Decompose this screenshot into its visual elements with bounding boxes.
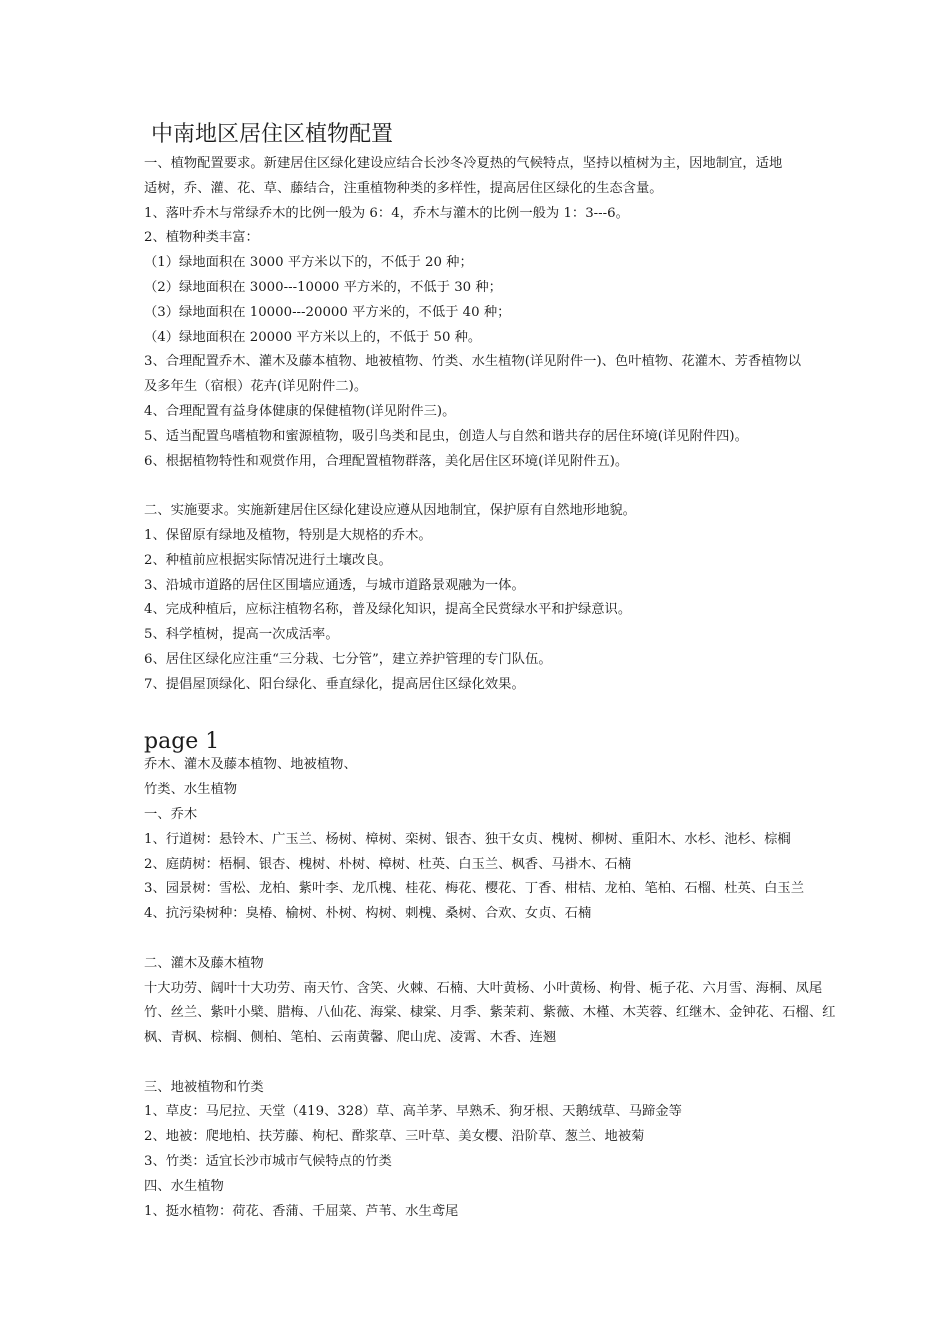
paragraph-line: 2、种植前应根据实际情况进行土壤改良。 bbox=[144, 552, 392, 568]
blank-line bbox=[144, 927, 824, 952]
section-heading: 四、水生植物 bbox=[144, 1178, 224, 1194]
paragraph-line: 6、居住区绿化应注重“三分栽、七分管”，建立养护管理的专门队伍。 bbox=[144, 651, 552, 667]
page-label: page 1 bbox=[144, 729, 220, 755]
section-ground-cover bbox=[144, 1076, 824, 1175]
section-aquatic bbox=[144, 1175, 824, 1225]
paragraph-line: 5、适当配置鸟嗜植物和蜜源植物，吸引鸟类和昆虫，创造人与自然和谐共存的居住环境(详见附件四)。 bbox=[144, 428, 748, 444]
document-title: 中南地区居住区植物配置 bbox=[151, 122, 394, 147]
paragraph-line: 7、提倡屋顶绿化、阳台绿化、垂直绿化，提高居住区绿化效果。 bbox=[144, 676, 525, 692]
paragraph-line: 十大功劳、阔叶十大功劳、南天竹、含笑、火棘、石楠、大叶黄杨、小叶黄杨、枸骨、栀子花、六月雪、海桐、凤尾 bbox=[144, 980, 823, 996]
document-body bbox=[144, 118, 836, 1224]
paragraph-line: 2、植物种类丰富： bbox=[144, 230, 259, 246]
paragraph-line: 3、沿城市道路的居住区围墙应通透，与城市道路景观融为一体。 bbox=[144, 577, 525, 593]
paragraph-line: 3、合理配置乔木、灌木及藤本植物、地被植物、竹类、水生植物(详见附件一)、色叶植物、花灌木、芳香植物以 bbox=[144, 354, 802, 370]
paragraph-line: 6、根据植物特性和观赏作用，合理配置植物群落，美化居住区环境(详见附件五)。 bbox=[144, 453, 629, 469]
section-heading: 三、地被植物和竹类 bbox=[144, 1079, 264, 1095]
paragraph-line: 4、合理配置有益身体健康的保健植物(详见附件三)。 bbox=[144, 403, 456, 419]
blank-line bbox=[144, 698, 824, 723]
section-heading: 二、灌木及藤木植物 bbox=[144, 955, 264, 971]
section-shrubs bbox=[144, 952, 836, 1051]
paragraph-line: 3、园景树：雪松、龙柏、紫叶李、龙爪槐、桂花、梅花、樱花、丁香、柑桔、龙柏、笔柏、石榴、杜英、白玉兰 bbox=[144, 881, 805, 897]
paragraph-line: 1、行道树：悬铃木、广玉兰、杨树、樟树、栾树、银杏、独干女贞、槐树、柳树、重阳木、水杉、池杉、棕榈 bbox=[144, 831, 791, 847]
paragraph-line: 一、植物配置要求。新建居住区绿化建设应结合长沙冬冷夏热的气候特点，坚持以植树为主，因地制宜，适地 bbox=[144, 156, 783, 171]
paragraph-line: 1、草皮：马尼拉、天堂（419、328）草、高羊茅、早熟禾、狗牙根、天鹅绒草、马蹄金等 bbox=[144, 1104, 682, 1120]
paragraph-line: 4、抗污染树种：臭椿、榆树、朴树、构树、刺槐、桑树、合欢、女贞、石楠 bbox=[144, 906, 592, 922]
paragraph-line: 枫、青枫、棕榈、侧柏、笔柏、云南黄馨、爬山虎、凌霄、木香、连翘 bbox=[144, 1030, 557, 1046]
paragraph-line: （4）绿地面积在 20000 平方米以上的，不低于 50 种。 bbox=[144, 329, 482, 345]
paragraph-line: 1、落叶乔木与常绿乔木的比例一般为 6：4，乔木与灌木的比例一般为 1：3---6。 bbox=[144, 205, 629, 221]
paragraph-line: 2、地被：爬地柏、扶芳藤、枸杞、酢浆草、三叶草、美女樱、沿阶草、葱兰、地被菊 bbox=[144, 1129, 645, 1145]
paragraph-line: （3）绿地面积在 10000---20000 平方米的，不低于 40 种； bbox=[144, 304, 511, 320]
paragraph-line: 竹、丝兰、紫叶小檗、腊梅、八仙花、海棠、棣棠、月季、紫茉莉、紫薇、木槿、木芙蓉、红继木、金钟花、石榴、红 bbox=[144, 1005, 836, 1021]
blank-line bbox=[144, 1051, 824, 1076]
blank-line bbox=[144, 474, 824, 499]
paragraph-line: 2、庭荫树：梧桐、银杏、槐树、朴树、樟树、杜英、白玉兰、枫香、马褂木、石楠 bbox=[144, 856, 632, 872]
paragraph-line: （1）绿地面积在 3000 平方米以下的，不低于 20 种； bbox=[144, 255, 473, 271]
paragraph-line: 1、挺水植物：荷花、香蒲、千屈菜、芦苇、水生鸢尾 bbox=[144, 1203, 459, 1219]
paragraph-line: 及多年生（宿根）花卉(详见附件二)。 bbox=[144, 379, 368, 395]
paragraph-line: 3、竹类：适宜长沙市城市气候特点的竹类 bbox=[144, 1154, 392, 1170]
appendix-intro bbox=[144, 753, 824, 803]
paragraph-line: 4、完成种植后，应标注植物名称，普及绿化知识，提高全民赏绿水平和护绿意识。 bbox=[144, 602, 632, 618]
paragraph-line: （2）绿地面积在 3000---10000 平方米的，不低于 30 种； bbox=[144, 279, 502, 295]
section-trees bbox=[144, 803, 824, 927]
paragraph-line: 1、保留原有绿地及植物，特别是大规格的乔木。 bbox=[144, 527, 432, 543]
paragraph-line: 5、科学植树，提高一次成活率。 bbox=[144, 627, 339, 643]
paragraph-line: 竹类、水生植物 bbox=[144, 782, 238, 798]
section-implementation-requirements bbox=[144, 499, 824, 697]
paragraph-line: 乔木、灌木及藤本植物、地被植物、 bbox=[144, 757, 357, 773]
paragraph-line: 适树，乔、灌、花、草、藤结合，注重植物种类的多样性，提高居住区绿化的生态含量。 bbox=[144, 180, 663, 196]
section-planting-requirements bbox=[144, 152, 824, 474]
section-heading: 一、乔木 bbox=[144, 806, 198, 822]
paragraph-line: 二、实施要求。实施新建居住区绿化建设应遵从因地制宜，保护原有自然地形地貌。 bbox=[144, 503, 636, 519]
